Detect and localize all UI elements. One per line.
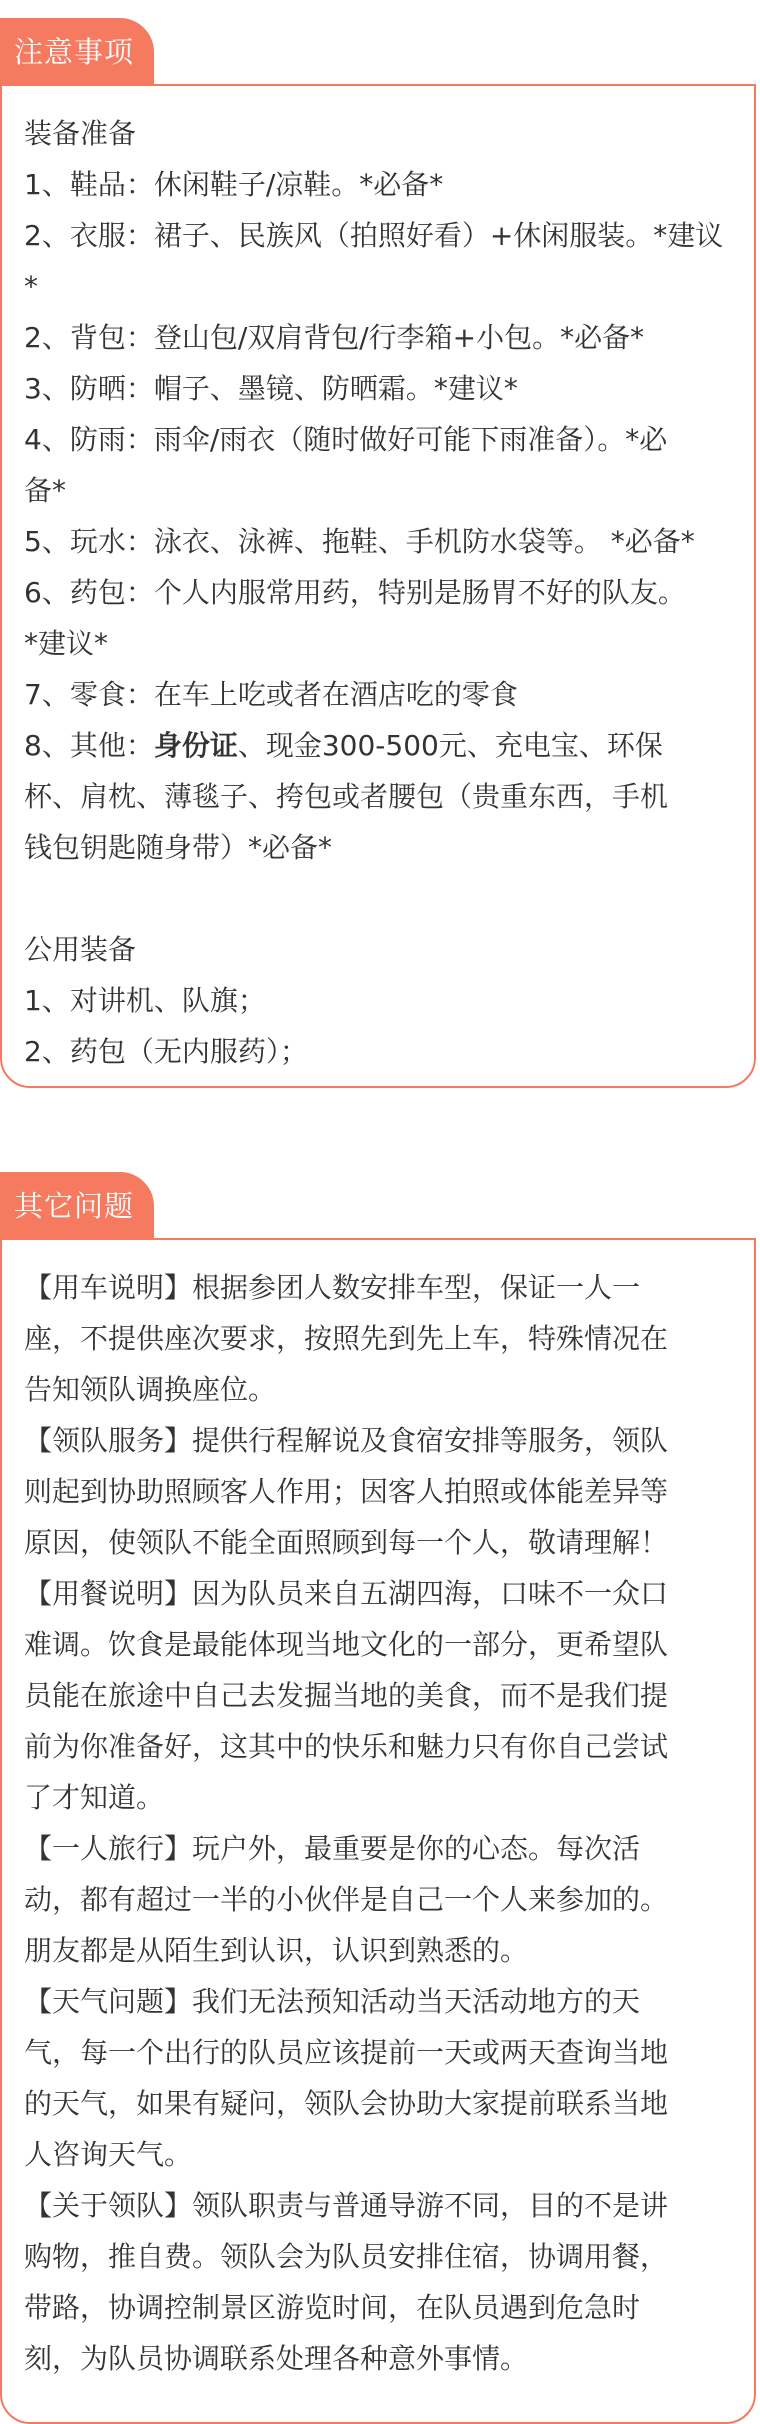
other-line: 【一人旅行】玩户外，最重要是你的心态。每次活 xyxy=(24,1832,641,1865)
notes-line: 2、药包（无内服药）； xyxy=(24,1035,308,1068)
other-line: 了才知道。 xyxy=(24,1781,165,1814)
notes-line-other xyxy=(24,720,730,771)
other-line: 朋友都是从陌生到认识，认识到熟悉的。 xyxy=(24,1934,529,1967)
notes-line: 1、鞋品：休闲鞋子/凉鞋。*必备* xyxy=(24,168,444,201)
other-line: 前为你准备好，这其中的快乐和魅力只有你自己尝试 xyxy=(24,1730,669,1763)
notes-line: 3、防晒：帽子、墨镜、防晒霜。*建议* xyxy=(24,372,518,405)
notes-line: 1、对讲机、队旗； xyxy=(24,984,266,1017)
notes-line: 5、玩水：泳衣、泳裤、拖鞋、手机防水袋等。 *必备* xyxy=(24,525,695,558)
other-line: 的天气，如果有疑问，领队会协助大家提前联系当地 xyxy=(24,2087,669,2120)
other-line: 人咨询天气。 xyxy=(24,2138,193,2171)
notes-title-tab: 注意事项 xyxy=(0,18,154,86)
other-line: 气，每一个出行的队员应该提前一天或两天查询当地 xyxy=(24,2036,669,2069)
other-line: 动，都有超过一半的小伙伴是自己一个人来参加的。 xyxy=(24,1883,669,1916)
other-line: 【天气问题】我们无法预知活动当天活动地方的天 xyxy=(24,1985,641,2018)
id-card-bold: 身份证 xyxy=(153,729,238,762)
other-title-tab: 其它问题 xyxy=(0,1172,154,1240)
notes-line: 7、零食：在车上吃或者在酒店吃的零食 xyxy=(24,678,518,711)
other-line: 【领队服务】提供行程解说及食宿安排等服务，领队 xyxy=(24,1424,669,1457)
notes-line: 2、衣服：裙子、民族风（拍照好看）+休闲服装。*建议 xyxy=(24,219,724,252)
other-box xyxy=(0,1238,756,2424)
other-line: 座，不提供座次要求，按照先到先上车，特殊情况在 xyxy=(24,1322,669,1355)
other-line: 原因，使领队不能全面照顾到每一个人，敬请理解！ xyxy=(24,1526,669,1559)
other-line: 刻，为队员协调联系处理各种意外事情。 xyxy=(24,2342,529,2375)
other-line: 则起到协助照顾客人作用；因客人拍照或体能差异等 xyxy=(24,1475,669,1508)
notes-line: *建议* xyxy=(24,627,109,660)
other-line: 难调。饮食是最能体现当地文化的一部分，更希望队 xyxy=(24,1628,669,1661)
notes-heading-equipment: 装备准备 xyxy=(24,117,137,150)
notes-line: 2、背包：登山包/双肩背包/行李箱+小包。*必备* xyxy=(24,321,645,354)
notes-line: 钱包钥匙随身带）*必备* xyxy=(24,831,333,864)
notes-line: 备* xyxy=(24,474,67,507)
other-line: 【关于领队】领队职责与普通导游不同，目的不是讲 xyxy=(24,2189,669,2222)
other-rest: 、现金300-500元、充电宝、环保 xyxy=(237,729,663,762)
other-line: 带路，协调控制景区游览时间，在队员遇到危急时 xyxy=(24,2291,641,2324)
other-line: 【用餐说明】因为队员来自五湖四海，口味不一众口 xyxy=(24,1577,669,1610)
other-line: 员能在旅途中自己去发掘当地的美食，而不是我们提 xyxy=(24,1679,669,1712)
other-prefix: 8、其他： xyxy=(24,729,154,762)
notes-blank-line xyxy=(24,873,730,924)
notes-line: 4、防雨：雨伞/雨衣（随时做好可能下雨准备）。*必 xyxy=(24,423,668,456)
other-line: 【用车说明】根据参团人数安排车型，保证一人一 xyxy=(24,1271,641,1304)
other-line: 购物，推自费。领队会为队员安排住宿，协调用餐， xyxy=(24,2240,669,2273)
notes-line: * xyxy=(24,270,38,303)
notes-box xyxy=(0,84,756,1088)
notes-line: 6、药包：个人内服常用药，特别是肠胃不好的队友。 xyxy=(24,576,686,609)
other-line: 告知领队调换座位。 xyxy=(24,1373,277,1406)
notes-line: 杯、肩枕、薄毯子、挎包或者腰包（贵重东西，手机 xyxy=(24,780,669,813)
notes-heading-public: 公用装备 xyxy=(24,933,137,966)
